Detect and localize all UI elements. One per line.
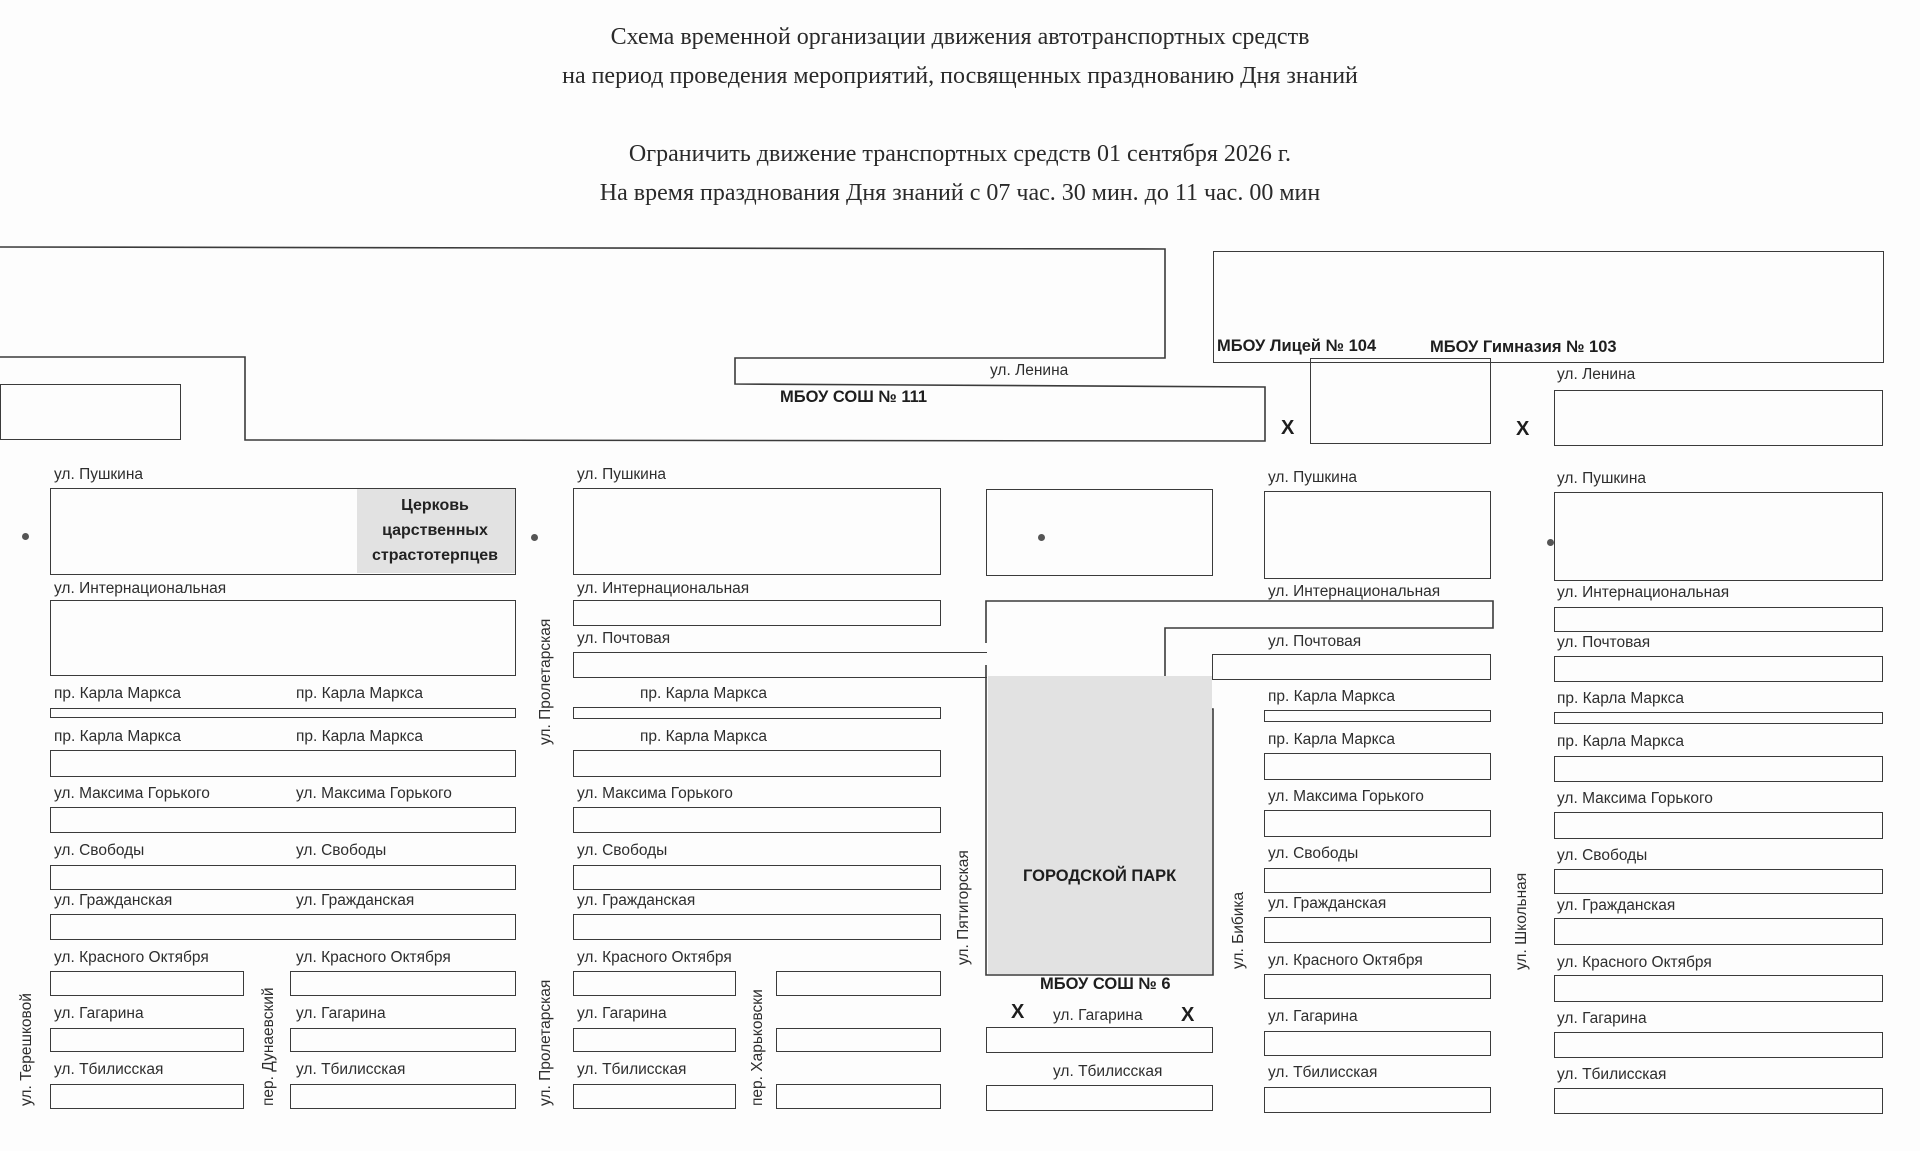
block xyxy=(1264,753,1491,780)
street-label: ул. Максима Горького xyxy=(54,785,210,802)
street-label: ул. Интернациональная xyxy=(1557,584,1730,601)
block xyxy=(776,971,941,996)
block xyxy=(50,865,516,890)
block xyxy=(573,807,941,833)
street-label: ул. Максима Горького xyxy=(296,785,452,802)
lyceum-104-label: МБОУ Лицей № 104 xyxy=(1217,337,1377,355)
street-label: ул. Гражданская xyxy=(296,892,415,909)
street-label: ул. Гагарина xyxy=(577,1005,667,1022)
street-label: пр. Карла Маркса xyxy=(296,728,423,745)
block xyxy=(50,971,244,996)
street-label: ул. Пушкина xyxy=(1268,469,1358,486)
header-line-2: на период проведения мероприятий, посвященных празднованию Дня знаний xyxy=(562,63,1358,89)
closure-mark: X xyxy=(1181,1004,1195,1026)
street-label: ул. Гражданская xyxy=(54,892,173,909)
block xyxy=(290,971,516,996)
block xyxy=(50,750,516,777)
street-label: ул. Максима Горького xyxy=(1557,790,1713,807)
street-label: ул. Тбилисская xyxy=(54,1061,164,1078)
street-label: ул. Гагарина xyxy=(1268,1008,1358,1025)
street-label: пр. Карла Маркса xyxy=(1268,731,1395,748)
street-label: ул. Интернациональная xyxy=(577,580,750,597)
street-label: ул. Гагарина xyxy=(1557,1010,1647,1027)
street-label: ул. Интернациональная xyxy=(1268,583,1441,600)
gymnasium-103-label: МБОУ Гимназия № 103 xyxy=(1430,338,1617,356)
church-label xyxy=(360,493,510,568)
street-label-vertical: ул. Бибика xyxy=(1230,891,1247,969)
street-label: ул. Почтовая xyxy=(1268,633,1362,650)
street-label: ул. Тбилисская xyxy=(296,1061,406,1078)
block xyxy=(1264,810,1491,837)
closure-mark: X xyxy=(1011,1001,1025,1023)
scan-speck xyxy=(531,534,538,541)
block xyxy=(1554,1032,1883,1058)
street-label: ул. Красного Октября xyxy=(1268,952,1423,969)
block xyxy=(1554,812,1883,839)
street-label: ул. Гражданская xyxy=(577,892,696,909)
closure-mark: X xyxy=(1516,418,1530,440)
closure-mark: X xyxy=(1281,417,1295,439)
school-6-label: МБОУ СОШ № 6 xyxy=(1040,975,1171,993)
block xyxy=(986,1027,1213,1053)
street-label: пр. Карла Маркса xyxy=(54,685,181,702)
block xyxy=(1264,1087,1491,1113)
block xyxy=(290,1028,516,1052)
block xyxy=(1554,712,1883,724)
block xyxy=(1554,492,1883,581)
school-111-label: МБОУ СОШ № 111 xyxy=(780,388,928,406)
street-label: пр. Карла Маркса xyxy=(296,685,423,702)
block xyxy=(50,1084,244,1109)
street-label-vertical: ул. Школьная xyxy=(1513,872,1530,970)
header-line-3: Ограничить движение транспортных средств 01 сентября 2026 г. xyxy=(628,141,1292,167)
street-label-vertical: пер. Дунаевский xyxy=(260,987,277,1106)
block xyxy=(573,707,941,719)
block xyxy=(1554,607,1883,632)
block xyxy=(1554,975,1883,1002)
street-label: ул. Красного Октября xyxy=(1557,954,1712,971)
street-label: ул. Максима Горького xyxy=(1268,788,1424,805)
street-label: ул. Гражданская xyxy=(1268,895,1387,912)
block xyxy=(1554,918,1883,945)
block xyxy=(1310,358,1491,444)
block xyxy=(50,914,516,940)
block xyxy=(1264,491,1491,579)
block xyxy=(573,488,941,575)
top-left-outline xyxy=(0,247,1265,441)
church-label-line-3: страстотерпцев xyxy=(371,547,499,564)
block xyxy=(1554,869,1883,894)
city-park-area xyxy=(988,676,1212,974)
street-label: ул. Свободы xyxy=(1557,847,1648,864)
block xyxy=(986,1085,1213,1111)
scan-speck xyxy=(1038,534,1045,541)
street-label: ул. Красного Октября xyxy=(54,949,209,966)
block xyxy=(50,1028,244,1052)
block xyxy=(1554,756,1883,782)
block xyxy=(1264,868,1491,893)
street-label: ул. Гражданская xyxy=(1557,897,1676,914)
street-label: ул. Интернациональная xyxy=(54,580,227,597)
block xyxy=(573,914,941,940)
street-label: ул. Красного Октября xyxy=(296,949,451,966)
street-label: ул. Тбилисская xyxy=(1268,1064,1378,1081)
scan-speck xyxy=(22,533,29,540)
block xyxy=(0,384,181,440)
street-label: ул. Гагарина xyxy=(1053,1007,1143,1024)
street-label: ул. Тбилисская xyxy=(1557,1066,1667,1083)
block xyxy=(573,971,736,996)
block xyxy=(573,600,941,626)
block xyxy=(50,708,516,718)
street-label: ул. Свободы xyxy=(1268,845,1359,862)
block xyxy=(1264,917,1491,943)
street-label: ул. Ленина xyxy=(990,362,1069,379)
street-label-vertical: ул. Пролетарская xyxy=(537,979,554,1106)
church-label-line-1: Церковь xyxy=(401,497,469,514)
street-label-vertical: ул. Пятигорская xyxy=(955,850,972,965)
block xyxy=(573,1084,736,1109)
block xyxy=(1554,390,1883,446)
block xyxy=(1264,1031,1491,1056)
street-label: пр. Карла Маркса xyxy=(1557,690,1684,707)
street-label: ул. Красного Октября xyxy=(577,949,732,966)
street-label: пр. Карла Маркса xyxy=(54,728,181,745)
block xyxy=(573,652,987,678)
street-label: ул. Свободы xyxy=(54,842,145,859)
street-label: ул. Гагарина xyxy=(296,1005,386,1022)
street-label: ул. Ленина xyxy=(1557,366,1636,383)
street-label: пр. Карла Маркса xyxy=(1268,688,1395,705)
street-label: ул. Пушкина xyxy=(1557,470,1647,487)
block xyxy=(573,1028,736,1052)
block xyxy=(1264,710,1491,722)
street-label-vertical: ул. Пролетарская xyxy=(537,618,554,745)
church-label-line-2: царственных xyxy=(382,522,488,539)
street-label: пр. Карла Маркса xyxy=(640,685,767,702)
street-label: ул. Почтовая xyxy=(1557,634,1651,651)
street-label: ул. Гагарина xyxy=(54,1005,144,1022)
block xyxy=(50,807,516,833)
header-line-4: На время празднования Дня знаний с 07 час. 30 мин. до 11 час. 00 мин xyxy=(599,180,1321,206)
block xyxy=(573,865,941,890)
street-label: пр. Карла Маркса xyxy=(640,728,767,745)
street-label: пр. Карла Маркса xyxy=(1557,733,1684,750)
street-label: ул. Тбилисская xyxy=(1053,1063,1163,1080)
street-label: ул. Свободы xyxy=(577,842,668,859)
block xyxy=(776,1084,941,1109)
block xyxy=(290,1084,516,1109)
street-label-vertical: ул. Терешковой xyxy=(18,993,35,1106)
block xyxy=(986,489,1213,576)
block xyxy=(1554,656,1883,682)
scan-speck xyxy=(1547,539,1554,546)
street-label: ул. Свободы xyxy=(296,842,387,859)
street-label: ул. Максима Горького xyxy=(577,785,733,802)
block xyxy=(1212,654,1491,680)
street-label: ул. Пушкина xyxy=(54,466,144,483)
street-label: ул. Тбилисская xyxy=(577,1061,687,1078)
block xyxy=(1554,1088,1883,1114)
street-label: ул. Пушкина xyxy=(577,466,667,483)
city-park-label: ГОРОДСКОЙ ПАРК xyxy=(1023,867,1177,885)
block xyxy=(1264,974,1491,999)
block xyxy=(50,600,516,676)
block xyxy=(776,1028,941,1052)
header-line-1: Схема временной организации движения автотранспортных средств xyxy=(610,24,1310,50)
street-label: ул. Почтовая xyxy=(577,630,671,647)
block xyxy=(573,750,941,777)
street-label-vertical: пер. Харьковски xyxy=(749,989,766,1106)
